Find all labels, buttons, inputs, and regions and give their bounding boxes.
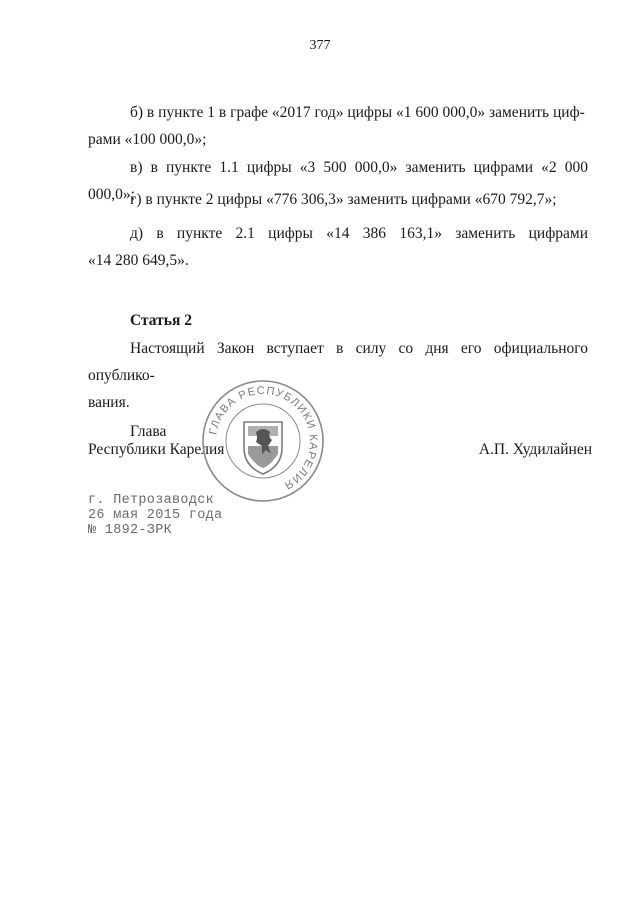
article-heading: Статья 2	[130, 312, 192, 329]
signature-name: А.П. Худилайнен	[478, 441, 592, 458]
signature-title: Глава	[130, 423, 167, 440]
list-item-v-line1: в) в пункте 1.1 цифры «3 500 000,0» заменить цифрами «2 000 000,0»;	[88, 159, 588, 203]
registration-stamp	[88, 493, 222, 538]
list-item-g	[88, 186, 588, 213]
article-text-line2: вания.	[88, 394, 130, 411]
stamp-number: № 1892-ЗРК	[88, 523, 173, 538]
list-item-d	[88, 220, 588, 274]
stamp-city: г. Петрозаводск	[88, 493, 215, 508]
list-item-b	[88, 99, 588, 153]
list-item-g-line1: г) в пункте 2 цифры «776 306,3» заменить цифрами «670 792,7»;	[130, 191, 557, 208]
list-item-b-line1: б) в пункте 1 в графе «2017 год» цифры «1 600 000,0» заменить циф-	[130, 104, 585, 121]
seal-ring-text: ГЛАВА РЕСПУБЛИКИ КАРЕЛИЯ	[207, 384, 320, 492]
coat-of-arms-icon	[244, 422, 282, 474]
page-number: 377	[309, 38, 331, 53]
list-item-d-line2: «14 280 649,5».	[88, 252, 189, 269]
official-seal	[200, 378, 326, 504]
article-text	[88, 335, 588, 416]
article-text-line1: Настоящий Закон вступает в силу со дня его официального опублико-	[88, 340, 588, 384]
list-item-d-line1: д) в пункте 2.1 цифры «14 386 163,1» заменить цифрами	[130, 225, 588, 242]
list-item-b-line2: рами «100 000,0»;	[88, 131, 207, 148]
signature-org: Республики Карелия	[88, 441, 225, 458]
stamp-date: 26 мая 2015 года	[88, 508, 223, 523]
